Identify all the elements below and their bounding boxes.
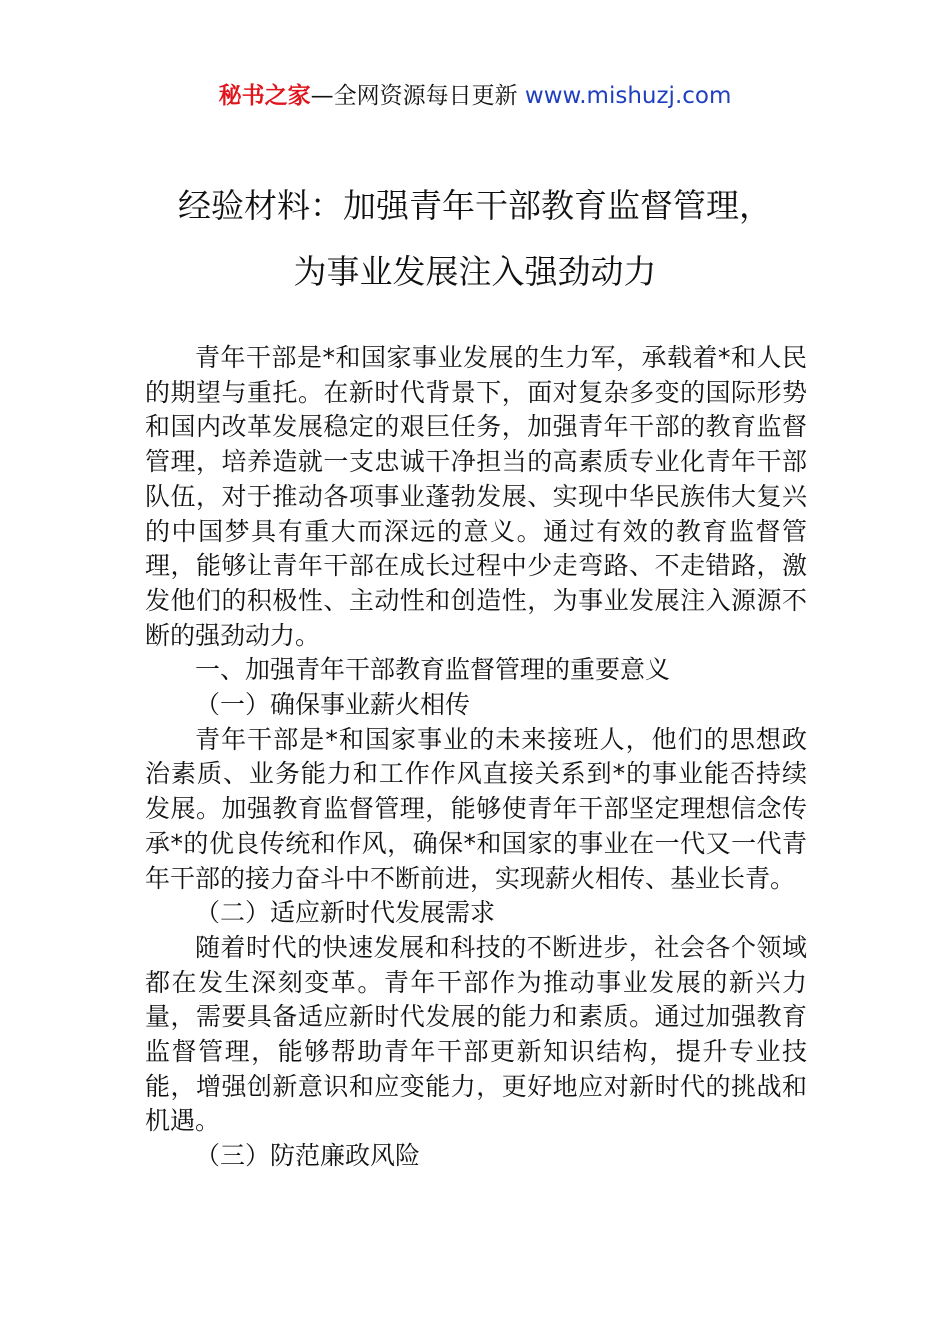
subsection-heading-2: （二）适应新时代发展需求 [195,898,496,928]
site-url-link[interactable]: www.mishuzj.com [524,83,732,109]
header-tagline: —全网资源每日更新 [310,83,525,109]
brand-name: 秘书之家 [218,83,311,109]
subsection-paragraph-1: 青年干部是*和国家事业的未来接班人，他们的思想政治素质、业务能力和工作作风直接关系到*的事业能否持续发展。加强教育监督管理，能够使青年干部坚定理想信念传承*的优良传统和作风，确保*和国家的事业在一代又一代青年干部的接力奋斗中不断前进，实现薪火相传、基业长青。 [145,724,807,893]
intro-paragraph: 青年干部是*和国家事业发展的生力军，承载着*和人民的期望与重托。在新时代背景下，面对复杂多变的国际形势和国内改革发展稳定的艰巨任务，加强青年干部的教育监督管理，培养造就一支忠诚干净担当的高素质专业化青年干部队伍，对于推动各项事业蓬勃发展、实现中华民族伟大复兴的中国梦具有重大而深远的意义。通过有效的教育监督管理，能够让青年干部在成长过程中少走弯路、不走错路，激发他们的积极性、主动性和创造性，为事业发展注入源源不断的强劲动力。 [145,343,807,650]
subsection-paragraph-2: 随着时代的快速发展和科技的不断进步，社会各个领域都在发生深刻变革。青年干部作为推动事业发展的新兴力量，需要具备适应新时代发展的能力和素质。通过加强教育监督管理，能够帮助青年干部更新知识结构，提升专业技能，增强创新意识和应变能力，更好地应对新时代的挑战和机遇。 [145,932,807,1136]
subsection-heading-3: （三）防范廉政风险 [195,1141,421,1171]
document-title-line-2: 为事业发展注入强劲动力 [293,252,657,291]
section-heading-1: 一、加强青年干部教育监督管理的重要意义 [195,655,671,685]
document-title-line-1: 经验材料：加强青年干部教育监督管理， [178,186,772,225]
document-body [145,341,807,1174]
subsection-heading-1: （一）确保事业薪火相传 [195,690,471,720]
site-header [0,80,950,112]
